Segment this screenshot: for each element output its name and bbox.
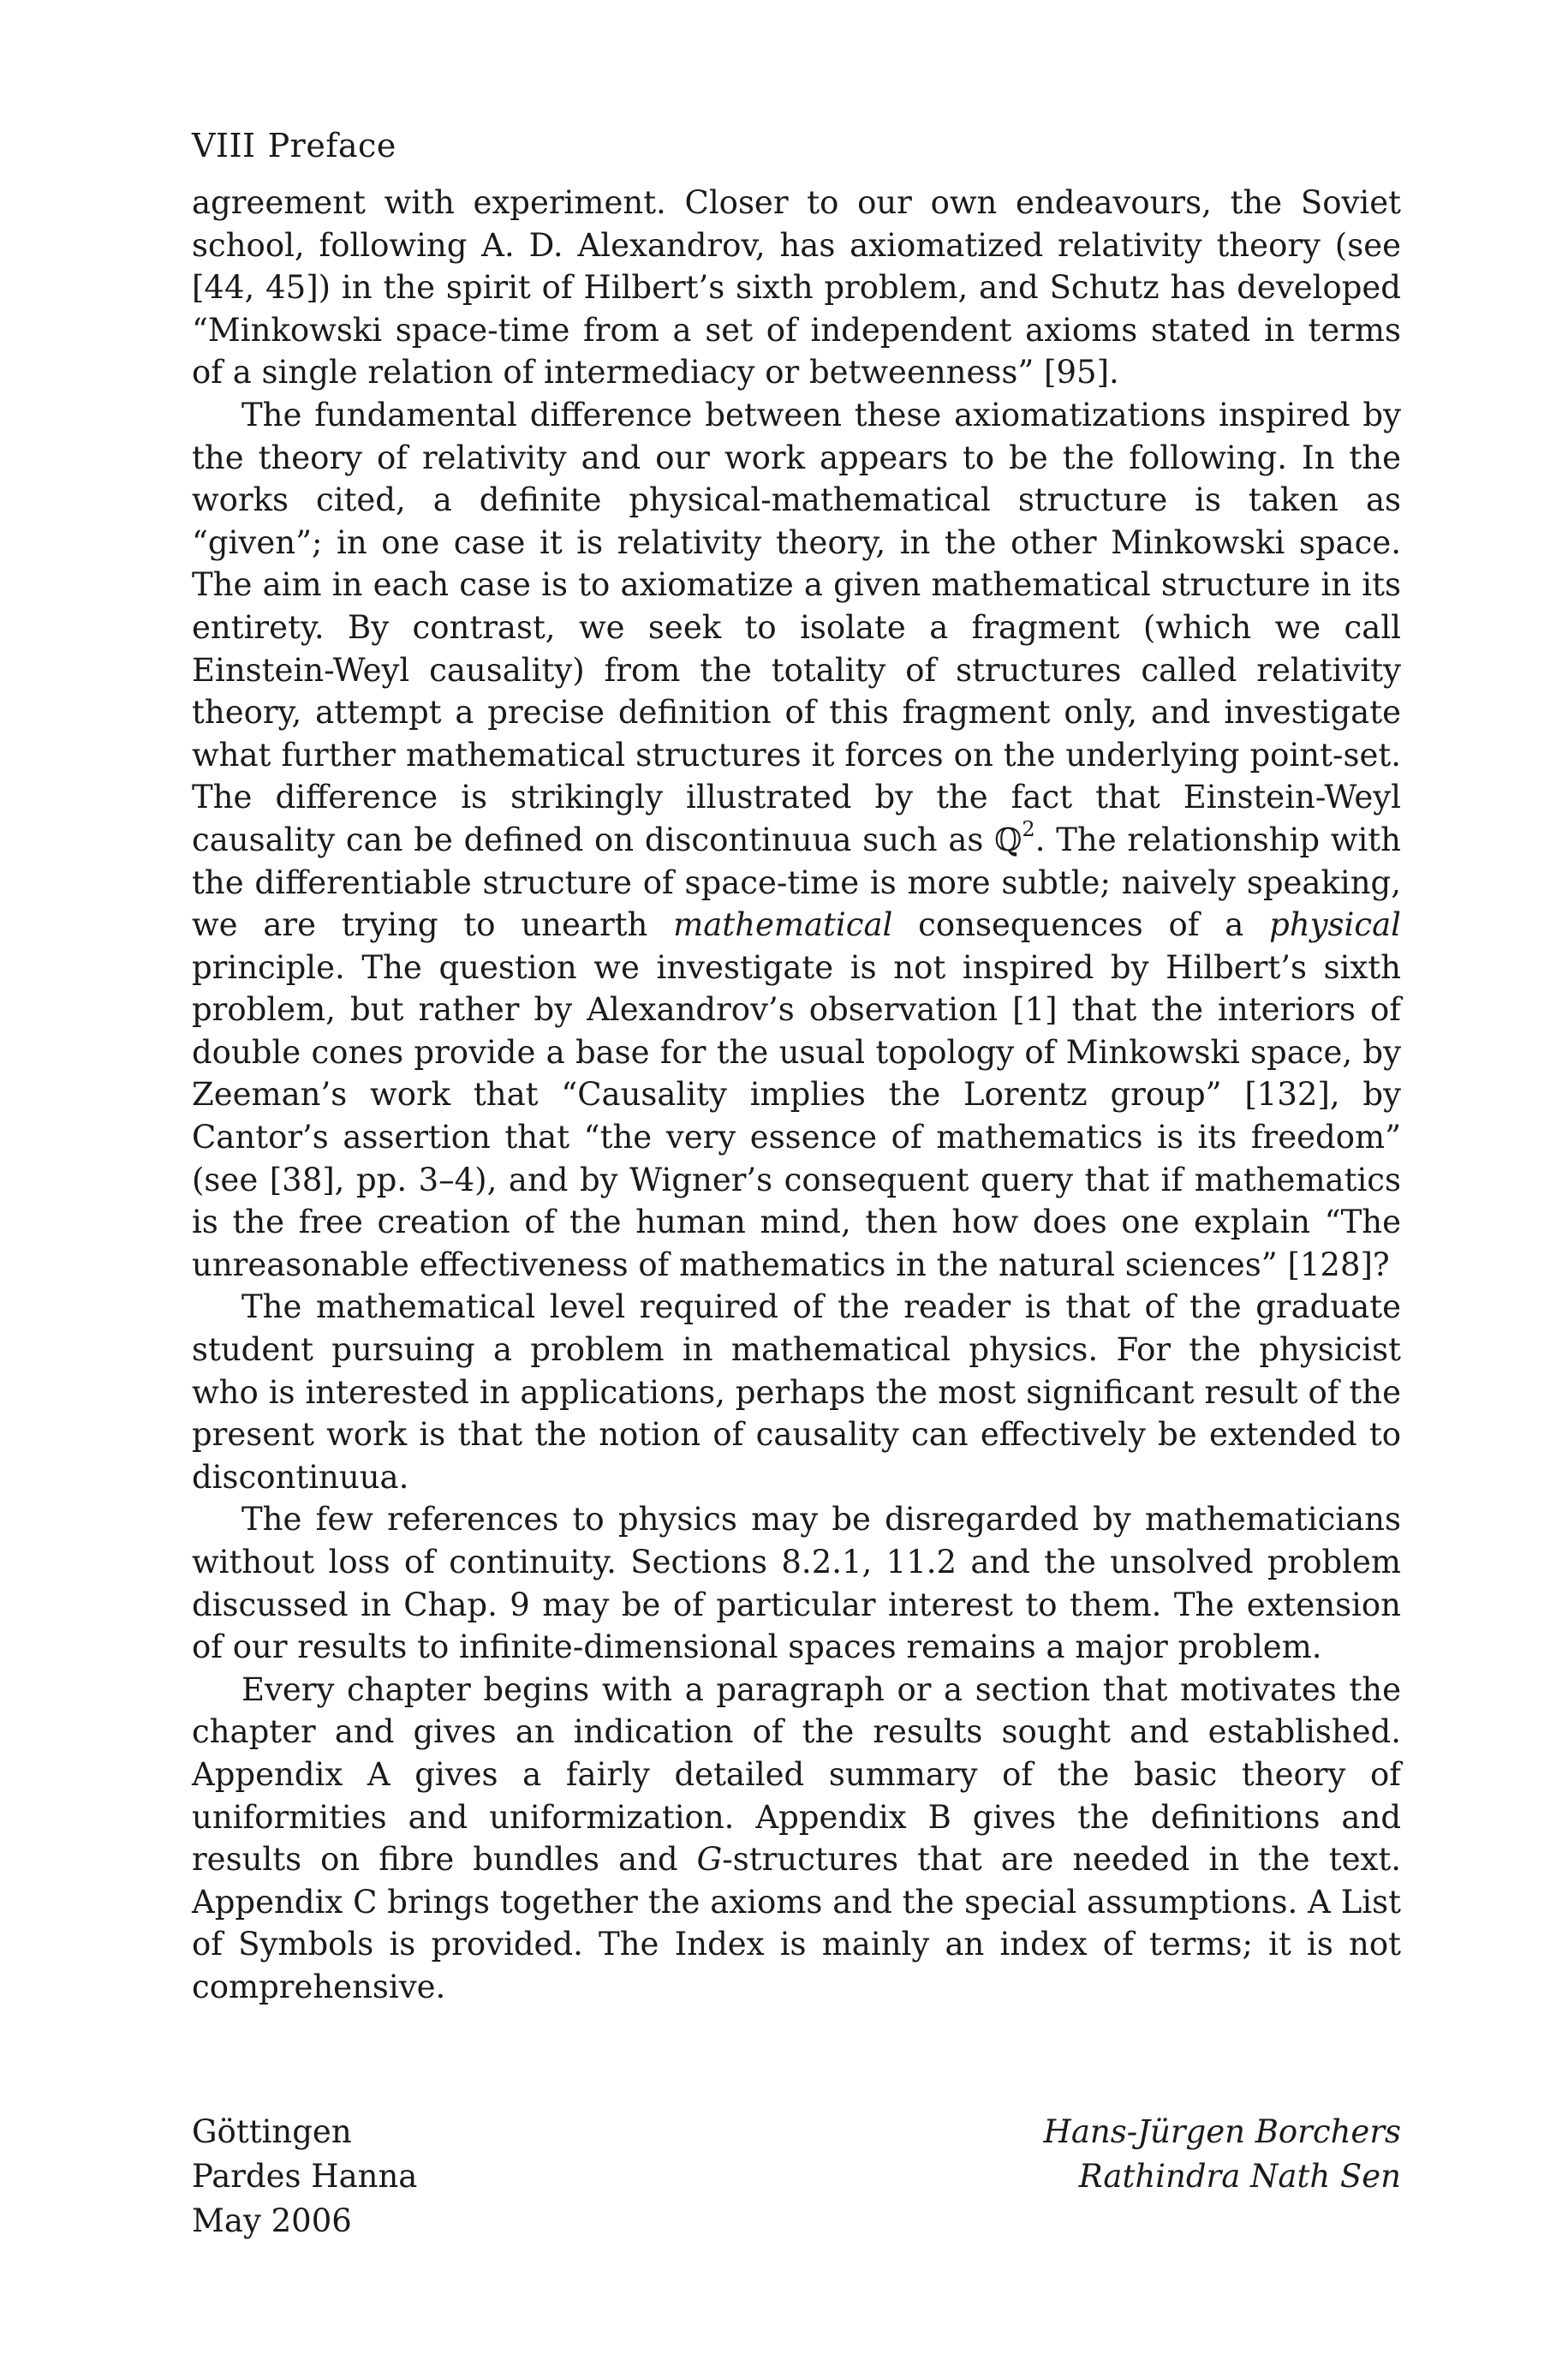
running-title: Preface: [267, 127, 396, 164]
page: [192, 120, 1401, 2244]
text-run: The fundamental difference between these axiomatizations inspired by the theory of relativity and our work appears to be the following. In the works cited, a definite physical-mathematical structure is taken as “given”; in one case it is relativity theory, in the other Minkowski space. The aim in each case is to axiomatize a given mathematical structure in its entirety. By contrast, we seek to isolate a fragment (which we call Einstein-Weyl causality) from the totality of structures called relativity theory, attempt a precise definition of this fragment only, and investigate what further mathematical structures it forces on the underlying point-set. The difference is strikingly illustrated by the fact that Einstein-Weyl causality can be defined on discontinuua such as ℚ: [192, 396, 1401, 858]
paragraph-3: [192, 1286, 1401, 1498]
text-run: principle. The question we investigate is not inspired by Hilbert’s sixth problem, but rather by Alexandrov’s observation [1] that the interiors of double cones provide a base for the usual topology of Minkowski space, by Zeeman’s work that “Causality implies the Lorentz group” [132], by Cantor’s assertion that “the very essence of mathematics is its freedom” (see [38], pp. 3–4), and by Wigner’s consequent query that if mathematics is the free creation of the human mind, then how does one explain “The unreasonable effectiveness of mathematics in the natural sciences” [128]?: [192, 948, 1401, 1283]
text-run: . The relationship with the differentiable structure of space-time is more subtle; naively speaking, we are trying to unearth: [192, 821, 1401, 944]
text-run: The mathematical level required of the reader is that of the graduate student pursuing a problem in mathematical physics. For the physicist who is interested in applications, perhaps the most significant result of the present work is that the notion of causality can effectively be extended to discontinuua.: [192, 1288, 1401, 1496]
emphasis: mathematical: [673, 906, 893, 944]
superscript: 2: [1022, 817, 1035, 842]
body-text: [192, 182, 1401, 2009]
paragraph-1: [192, 182, 1401, 394]
signoff-places: [192, 2110, 417, 2244]
paragraph-4: [192, 1498, 1401, 1668]
text-run: consequences of a: [892, 906, 1270, 944]
emphasis: physical: [1269, 906, 1401, 944]
paragraph-5: [192, 1669, 1401, 2009]
author-borchers: Hans-Jürgen Borchers: [1043, 2112, 1401, 2150]
running-head: [192, 120, 1401, 171]
text-run: Every chapter begins with a paragraph or a section that motivates the chapter and gives an indication of the results sought and established. Appendix A gives a fairly detailed summary of the basic theory of uniformities and uniformization. Appendix B gives the definitions and results on fibre bundles and: [192, 1670, 1401, 1879]
paragraph-2: [192, 394, 1401, 1286]
author-sen: Rathindra Nath Sen: [1078, 2157, 1401, 2195]
place-gottingen: Göttingen: [192, 2112, 352, 2150]
emphasis: G: [696, 1841, 723, 1879]
text-run: The few references to physics may be disregarded by mathematicians without loss of continuity. Sections 8.2.1, 11.2 and the unsolved problem discussed in Chap. 9 may be of particular interest to them. The extension of our results to infinite-dimensional spaces remains a major problem.: [192, 1501, 1401, 1666]
text-run: -structures that are needed in the text. Appendix C brings together the axioms and the special assumptions. A List of Symbols is provided. The Index is mainly an index of terms; it is not comprehensive.: [192, 1841, 1401, 2005]
signoff-date: May 2006: [192, 2202, 352, 2239]
signoff: [192, 2110, 1401, 2244]
text-run: agreement with experiment. Closer to our own endeavours, the Soviet school, following A. D. Alexandrov, has axiomatized relativity theory (see [44, 45]) in the spirit of Hilbert’s sixth problem, and Schutz has developed “Minkowski space-time from a set of independent axioms stated in terms of a single relation of intermediacy or betweenness” [95].: [192, 184, 1401, 391]
page-number: VIII: [192, 127, 256, 164]
signoff-authors: [1044, 2110, 1401, 2244]
place-pardes-hanna: Pardes Hanna: [192, 2157, 418, 2195]
